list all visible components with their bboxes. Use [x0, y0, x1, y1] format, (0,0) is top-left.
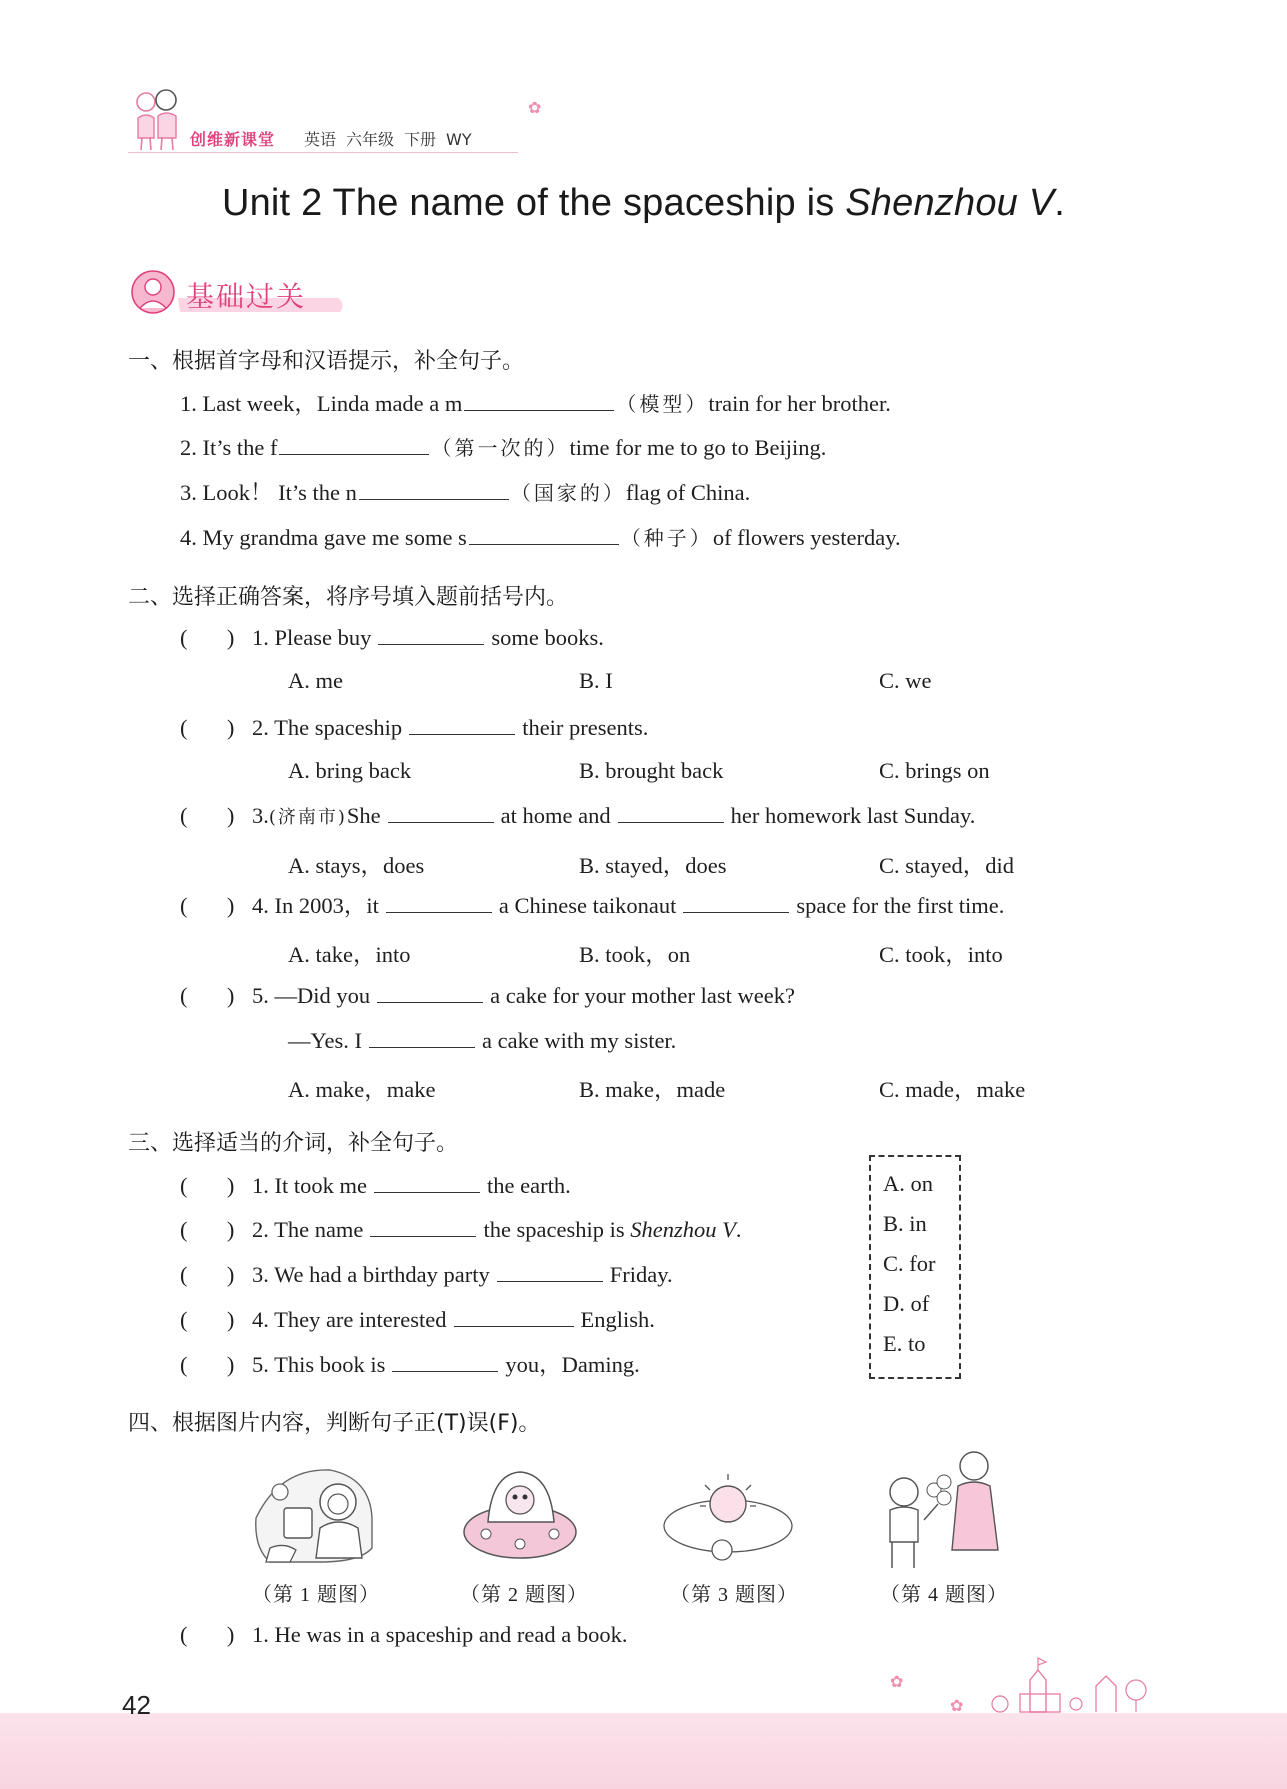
- s3-item-4-post: English.: [580, 1307, 655, 1332]
- astronaut-reading-picture: [250, 1458, 376, 1570]
- s3-item-5-text: 5. This book is: [252, 1352, 386, 1377]
- s2-q2-post: their presents.: [522, 715, 649, 740]
- answer-blank[interactable]: [618, 800, 724, 823]
- s2-q4-option-c[interactable]: C. took，into: [879, 942, 1003, 967]
- s2-question-1: [180, 622, 604, 653]
- s1-item-4-hint: （种子）: [620, 526, 713, 550]
- section2-title: 二、选择正确答案，将序号填入题前括号内。: [128, 585, 569, 610]
- prep-option-d: D. of: [883, 1291, 930, 1316]
- answer-paren[interactable]: ( ): [180, 1352, 235, 1377]
- s1-item-3-post: flag of China.: [625, 480, 751, 505]
- volume-label: 下册: [404, 130, 437, 149]
- s2-q3-option-a[interactable]: A. stays，does: [288, 853, 425, 878]
- title-suffix: .: [1054, 182, 1066, 224]
- section4-title: 四、根据图片内容，判断句子正(T)误(F)。: [128, 1411, 541, 1436]
- answer-paren[interactable]: ( ): [180, 1307, 235, 1332]
- s1-item-1-post: train for her brother.: [708, 391, 891, 416]
- s2-q5-text: 5. —Did you: [252, 983, 371, 1008]
- s2-q1-option-b[interactable]: B. I: [579, 668, 613, 693]
- picture-1-caption: （第 1 题图）: [252, 1584, 380, 1606]
- s2-question-4: [180, 890, 1004, 921]
- planet-orbit-picture: [662, 1470, 796, 1570]
- answer-paren[interactable]: ( ): [180, 893, 235, 918]
- prep-option-a: A. on: [883, 1171, 933, 1196]
- answer-blank[interactable]: [374, 1170, 480, 1193]
- s3-item-3-post: Friday.: [609, 1262, 673, 1287]
- page-header: [128, 82, 528, 162]
- s3-item-2: [180, 1214, 742, 1245]
- answer-paren[interactable]: ( ): [180, 1262, 235, 1287]
- s4-item-1-text: 1. He was in a spaceship and read a book.: [252, 1622, 628, 1647]
- section-banner: [128, 268, 348, 320]
- s2-q3-option-b[interactable]: B. stayed，does: [579, 853, 727, 878]
- answer-blank[interactable]: [369, 1025, 475, 1048]
- s3-item-5-post: you，Daming.: [505, 1352, 640, 1377]
- s1-item-3: [180, 477, 750, 508]
- answer-paren[interactable]: ( ): [180, 1217, 235, 1242]
- picture-2-caption: （第 2 题图）: [460, 1584, 588, 1606]
- s2-q5-option-b[interactable]: B. make，made: [579, 1077, 726, 1102]
- s2-q2-option-a[interactable]: A. bring back: [288, 758, 412, 783]
- answer-blank[interactable]: [359, 477, 509, 500]
- brand-name: 创维新课堂: [190, 130, 276, 149]
- s3-item-5: [180, 1349, 640, 1380]
- s1-item-4-text: 4. My grandma gave me some s: [180, 525, 467, 550]
- picture-4-caption: （第 4 题图）: [880, 1584, 1008, 1606]
- s2-q3-text: She: [346, 803, 381, 828]
- s2-q1-post: some books.: [491, 625, 604, 650]
- subject-label: 英语: [304, 130, 337, 149]
- edition-label: WY: [446, 130, 472, 149]
- s1-item-2-hint: （第一次的）: [431, 436, 570, 460]
- s1-item-1: [180, 388, 891, 419]
- s2-q4-post: space for the first time.: [796, 893, 1005, 918]
- s1-item-2-post: time for me to go to Beijing.: [569, 435, 827, 460]
- answer-paren[interactable]: ( ): [180, 803, 235, 828]
- answer-blank[interactable]: [279, 432, 429, 455]
- s3-item-2-text: 2. The name: [252, 1217, 364, 1242]
- flower-icon: ✿: [950, 1698, 964, 1715]
- s2-q3-post: her homework last Sunday.: [730, 803, 976, 828]
- s2-q5-reply-text: —Yes. I: [288, 1028, 362, 1053]
- s2-q3-source-note: (济南市): [268, 807, 347, 828]
- section3-title: 三、选择适当的介词，补全句子。: [128, 1131, 459, 1156]
- answer-blank[interactable]: [370, 1214, 476, 1237]
- title-italic: Shenzhou V: [845, 182, 1055, 224]
- s2-q5-post: a cake for your mother last week?: [490, 983, 795, 1008]
- answer-blank[interactable]: [497, 1259, 603, 1282]
- kids-logo-icon: [128, 88, 186, 152]
- title-prefix: Unit 2 The name of the spaceship is: [221, 182, 846, 224]
- answer-blank[interactable]: [388, 800, 494, 823]
- alien-spaceship-picture: [462, 1464, 580, 1568]
- s1-item-3-hint: （国家的）: [510, 481, 626, 505]
- s3-item-2-post: the spaceship is: [483, 1217, 631, 1242]
- answer-blank[interactable]: [409, 712, 515, 735]
- answer-paren[interactable]: ( ): [180, 983, 235, 1008]
- s1-item-2-text: 2. It’s the f: [180, 435, 278, 460]
- s2-q3-mid: at home and: [500, 803, 611, 828]
- s2-q2-option-c[interactable]: C. brings on: [879, 758, 990, 783]
- prep-option-e: E. to: [883, 1331, 926, 1356]
- s3-item-2-end: .: [735, 1217, 742, 1242]
- s2-question-2: [180, 712, 648, 743]
- s3-item-2-italic: Shenzhou V: [630, 1217, 736, 1242]
- s2-q5-option-a[interactable]: A. make，make: [288, 1077, 436, 1102]
- s3-item-3-text: 3. We had a birthday party: [252, 1262, 490, 1287]
- s2-q4-option-b[interactable]: B. took，on: [579, 942, 691, 967]
- flower-icon: ✿: [890, 1674, 904, 1691]
- s3-item-1: [180, 1170, 571, 1201]
- s1-item-3-text: 3. Look！ It’s the n: [180, 480, 357, 505]
- s4-item-1: [180, 1620, 628, 1650]
- s3-item-1-post: the earth.: [486, 1173, 571, 1198]
- answer-blank[interactable]: [386, 890, 492, 913]
- s1-item-4: [180, 522, 901, 553]
- picture-3-caption: （第 3 题图）: [670, 1584, 798, 1606]
- s1-item-1-hint: （模型）: [616, 392, 709, 416]
- s2-question-5: [180, 980, 795, 1011]
- s2-q5-option-c[interactable]: C. made，make: [879, 1077, 1026, 1102]
- s2-q1-text: 1. Please buy: [252, 625, 372, 650]
- castle-decoration-icon: [990, 1650, 1160, 1720]
- answer-blank[interactable]: [683, 890, 789, 913]
- preposition-options-box: [869, 1155, 961, 1379]
- page-title: [0, 182, 1287, 225]
- s2-q1-option-c[interactable]: C. we: [879, 668, 932, 693]
- s1-item-1-text: 1. Last week，Linda made a m: [180, 391, 463, 416]
- answer-blank[interactable]: [392, 1349, 498, 1372]
- page-number: 42: [122, 1690, 151, 1720]
- s2-q2-option-b[interactable]: B. brought back: [579, 758, 724, 783]
- answer-blank[interactable]: [378, 622, 484, 645]
- s2-q4-mid: a Chinese taikonaut: [498, 893, 677, 918]
- footer-band: [0, 1713, 1287, 1789]
- header-divider: [128, 152, 518, 153]
- s2-q2-text: 2. The spaceship: [252, 715, 403, 740]
- answer-blank[interactable]: [454, 1304, 574, 1327]
- s2-question-5-reply: [288, 1025, 676, 1056]
- answer-blank[interactable]: [464, 388, 614, 411]
- s2-q3-option-c[interactable]: C. stayed，did: [879, 853, 1014, 878]
- answer-blank[interactable]: [377, 980, 483, 1003]
- s3-item-4: [180, 1304, 655, 1335]
- s2-q1-option-a[interactable]: A. me: [288, 668, 343, 693]
- mother-child-flowers-picture: [878, 1446, 1006, 1574]
- s3-item-1-text: 1. It took me: [252, 1173, 367, 1198]
- banner-label: 基础过关: [186, 280, 307, 313]
- s2-question-3: [180, 800, 975, 833]
- s3-item-4-text: 4. They are interested: [252, 1307, 447, 1332]
- answer-paren[interactable]: ( ): [180, 1173, 235, 1198]
- grade-label: 六年级: [346, 130, 395, 149]
- section1-title: 一、根据首字母和汉语提示，补全句子。: [128, 349, 525, 374]
- answer-paren[interactable]: ( ): [180, 715, 235, 740]
- s1-item-4-post: of flowers yesterday.: [712, 525, 901, 550]
- answer-paren[interactable]: ( ): [180, 1622, 235, 1647]
- s2-q4-text: 4. In 2003，it: [252, 893, 379, 918]
- answer-blank[interactable]: [469, 522, 619, 545]
- flower-icon: ✿: [528, 100, 542, 117]
- prep-option-c: C. for: [883, 1251, 936, 1276]
- answer-paren[interactable]: ( ): [180, 625, 235, 650]
- s2-q3-number: 3.: [252, 803, 269, 828]
- s1-item-2: [180, 432, 826, 463]
- book-info: [304, 127, 482, 150]
- s2-q4-option-a[interactable]: A. take，into: [288, 942, 411, 967]
- s3-item-3: [180, 1259, 673, 1290]
- prep-option-b: B. in: [883, 1211, 927, 1236]
- s2-q5-reply-post: a cake with my sister.: [481, 1028, 677, 1053]
